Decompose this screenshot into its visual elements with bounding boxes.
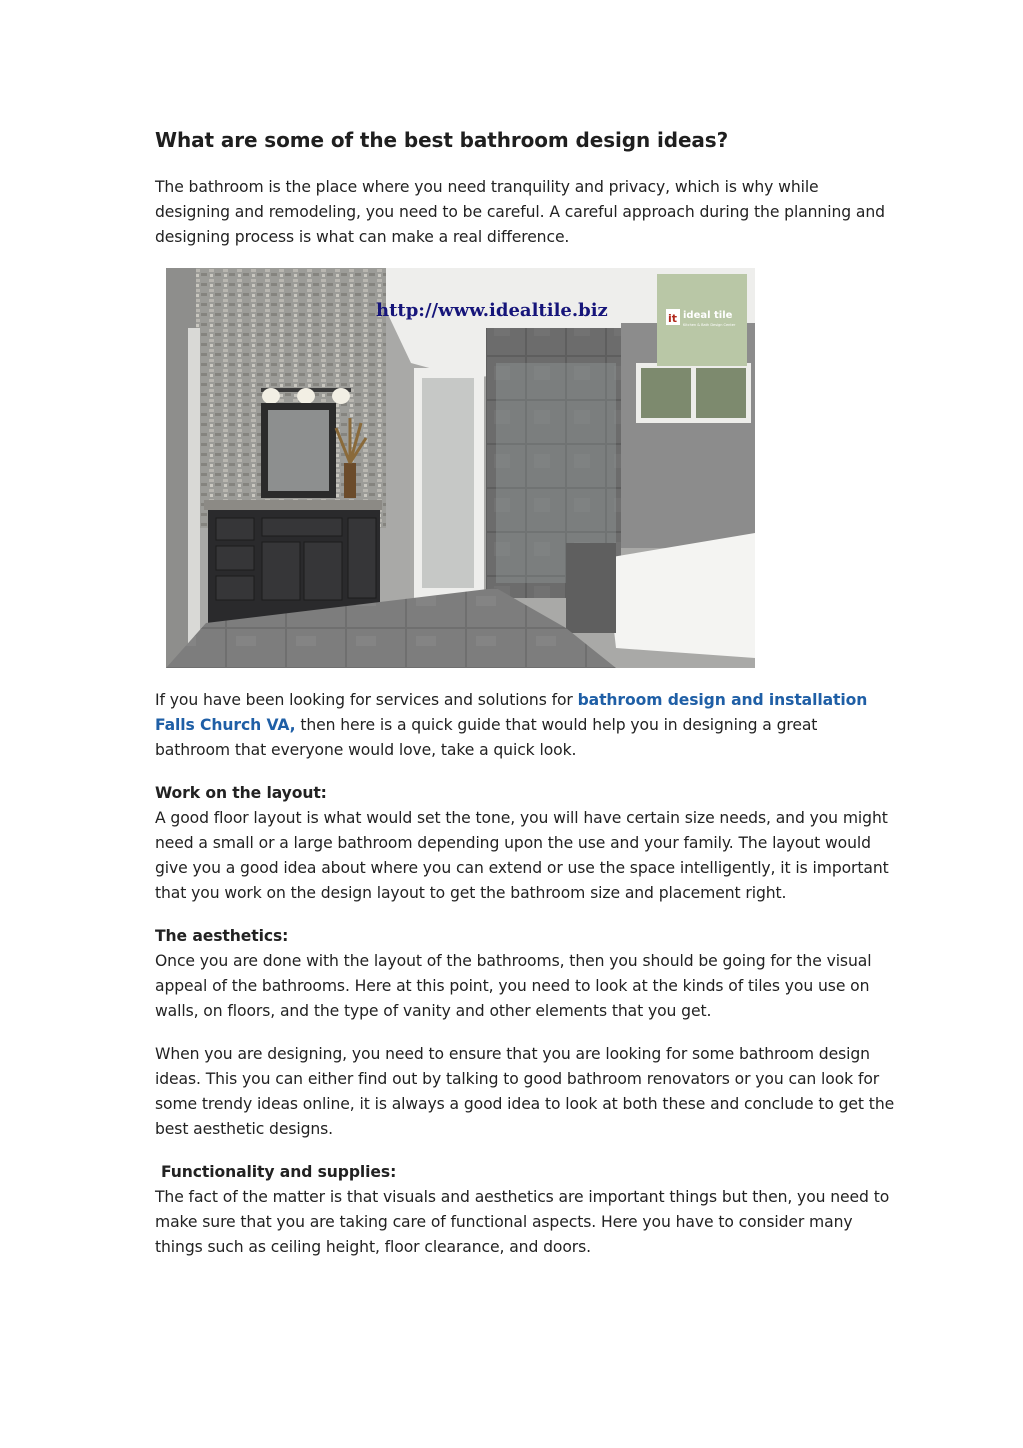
document-page — [155, 125, 895, 1278]
services-paragraph — [155, 688, 895, 763]
functionality-body: The fact of the matter is that visuals and aesthetics are important things but then, you need to make sure that you are taking care of functional aspects. Here you have to consider many things such as ceiling height, floor clearance, and doors. — [155, 1188, 890, 1256]
image-url-text: http://www.idealtile.biz — [376, 300, 608, 321]
bathroom-design-link[interactable]: bathroom design and installation Falls Church VA — [155, 691, 868, 734]
bathroom-photo — [166, 268, 755, 668]
logo-mark: it — [668, 312, 678, 325]
services-text-after: then here is a quick guide that would help you in designing a great bathroom that everyone would love, take a quick look. — [155, 716, 818, 759]
layout-heading: Work on the layout: — [155, 784, 327, 802]
services-text-before: If you have been looking for services and solutions for — [155, 691, 578, 709]
aesthetics-heading: The aesthetics: — [155, 927, 289, 945]
aesthetics-body: Once you are done with the layout of the bathrooms, then you should be going for the visual appeal of the bathrooms. Here at this point, you need to look at the kinds of tiles you use on walls, on floors, and the type of vanity and other elements that you get. — [155, 952, 872, 1020]
ideal-tile-logo — [657, 274, 747, 366]
logo-text: ideal tile — [683, 310, 733, 321]
logo-subtext: Kitchen & Bath Design Center — [683, 323, 736, 327]
layout-section — [155, 781, 895, 906]
layout-body: A good floor layout is what would set the tone, you will have certain size needs, and you might need a small or a large bathroom depending upon the use and your family. The layout would give you a good idea about where you can extend or use the space intelligently, it is important that you work on the design layout to get the bathroom size and placement right. — [155, 809, 889, 902]
functionality-heading: Functionality and supplies: — [161, 1163, 397, 1181]
designing-paragraph: When you are designing, you need to ensure that you are looking for some bathroom design ideas. This you can either find out by talking to good bathroom renovators or you can look for some trendy ideas online, it is always a good idea to look at both these and conclude to get the best aesthetic designs. — [155, 1045, 895, 1138]
intro-paragraph: The bathroom is the place where you need tranquility and privacy, which is why while designing and remodeling, you need to be careful. A careful approach during the planning and designing process is what can make a real difference. — [155, 178, 885, 246]
functionality-section — [155, 1160, 895, 1260]
link-comma: , — [289, 716, 296, 734]
aesthetics-section — [155, 924, 895, 1024]
page-title: What are some of the best bathroom design ideas? — [155, 128, 729, 152]
